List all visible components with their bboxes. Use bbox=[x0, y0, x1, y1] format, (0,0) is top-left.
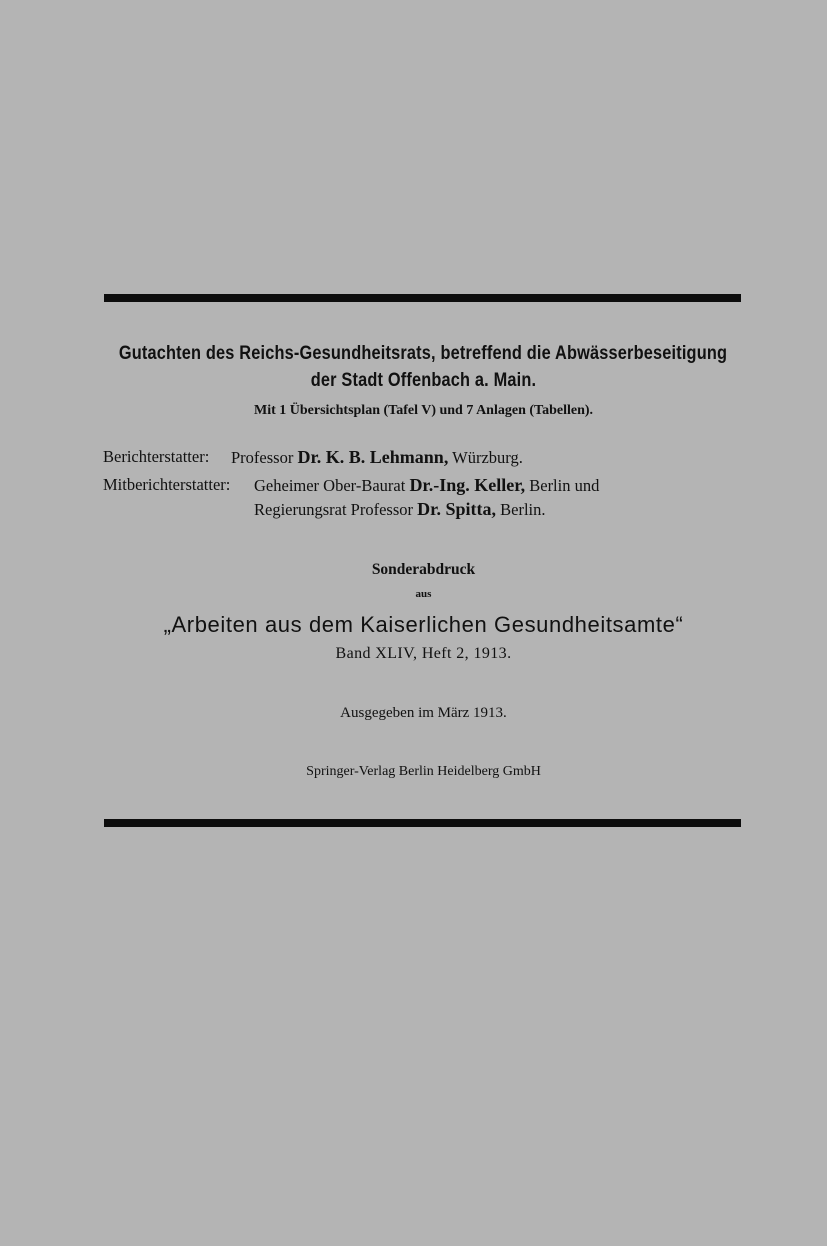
co-reporter-2-prefix: Regierungsrat Professor bbox=[254, 500, 414, 519]
mitberichterstatter-entry-2 bbox=[254, 499, 546, 520]
berichterstatter-entry bbox=[231, 447, 523, 468]
berichterstatter-name: Dr. K. B. Lehmann, bbox=[297, 447, 449, 467]
title-line-2: der Stadt Offenbach a. Main. bbox=[310, 370, 537, 391]
co-reporter-1-name: Dr.-Ing. Keller, bbox=[409, 475, 526, 495]
volume-info: Band XLIV, Heft 2, 1913. bbox=[335, 645, 512, 662]
title-line-1: Gutachten des Reichs-Gesundheitsrats, betreffend die Abwässerbeseitigung bbox=[118, 343, 728, 364]
sonderabdruck-heading: Sonderabdruck bbox=[371, 561, 476, 578]
co-reporter-1-suffix: Berlin und bbox=[529, 476, 600, 495]
publication-title: „Arbeiten aus dem Kaiserlichen Gesundheitsamte“ bbox=[163, 612, 684, 637]
berichterstatter-prefix: Professor bbox=[231, 448, 294, 467]
mitberichterstatter-entry-1 bbox=[254, 475, 599, 496]
issue-date: Ausgegeben im März 1913. bbox=[340, 705, 507, 721]
co-reporter-1-prefix: Geheimer Ober-Baurat bbox=[254, 476, 406, 495]
top-rule bbox=[104, 294, 741, 302]
subtitle: Mit 1 Übersichtsplan (Tafel V) und 7 Anlagen (Tabellen). bbox=[253, 403, 594, 418]
berichterstatter-label: Berichterstatter: bbox=[103, 447, 210, 466]
co-reporter-2-name: Dr. Spitta, bbox=[417, 499, 496, 519]
publisher: Springer-Verlag Berlin Heidelberg GmbH bbox=[306, 764, 541, 779]
mitberichterstatter-label: Mitberichterstatter: bbox=[103, 475, 231, 494]
bottom-rule bbox=[104, 819, 741, 827]
berichterstatter-suffix: Würzburg. bbox=[452, 448, 523, 467]
aus-text: aus bbox=[415, 588, 432, 600]
co-reporter-2-suffix: Berlin. bbox=[500, 500, 546, 519]
